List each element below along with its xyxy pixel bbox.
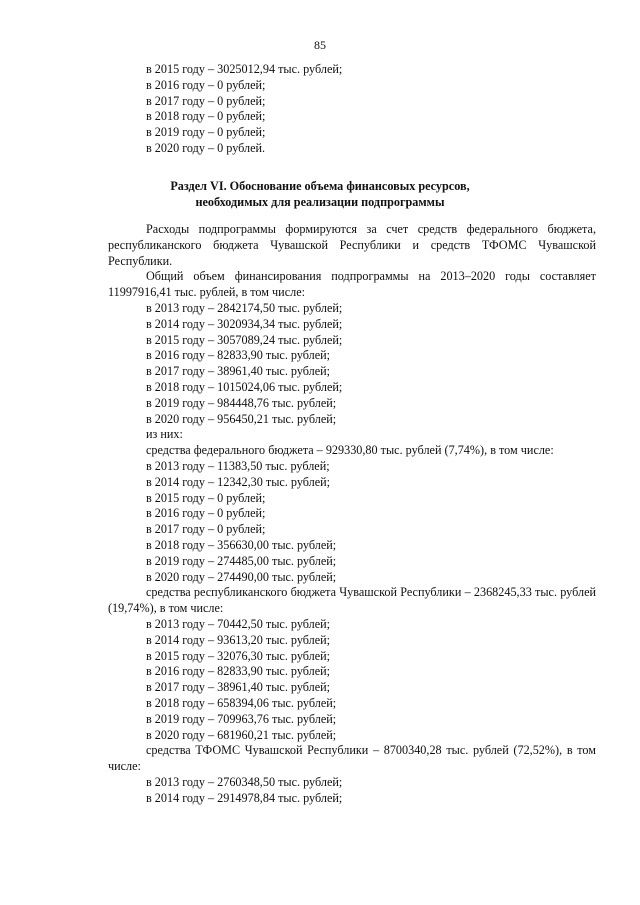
republic-budget-list (0, 617, 640, 743)
total-funding-list (0, 301, 640, 427)
list-item: в 2014 году – 12342,30 тыс. рублей; (146, 474, 331, 489)
list-item: в 2015 году – 3057089,24 тыс. рублей; (146, 332, 343, 347)
section-heading (0, 178, 640, 210)
section-body (0, 222, 640, 806)
list-item: в 2018 году – 658394,06 тыс. рублей; (146, 695, 337, 710)
list-item: в 2015 году – 0 рублей; (146, 490, 266, 505)
tfoms-funding-list (0, 775, 640, 807)
intro-paragraph: Расходы подпрограммы формируются за счет средств федерального бюджета, республиканского бюджета Чувашской Республики и средств ТФОМС Чувашской Республики. (108, 222, 596, 268)
list-item: в 2017 году – 0 рублей; (146, 93, 266, 108)
total-funding-paragraph: Общий объем финансирования подпрограммы на 2013–2020 годы составляет 11997916,41 тыс. рублей, в том числе: (108, 269, 596, 300)
list-item: в 2016 году – 82833,90 тыс. рублей; (146, 348, 331, 363)
list-item: в 2020 году – 274490,00 тыс. рублей; (146, 569, 337, 584)
list-item: в 2018 году – 1015024,06 тыс. рублей; (146, 379, 343, 394)
list-item: в 2015 году – 32076,30 тыс. рублей; (146, 648, 331, 663)
list-item: в 2019 году – 0 рублей; (146, 125, 266, 140)
list-item: в 2013 году – 70442,50 тыс. рублей; (146, 616, 331, 631)
of-them-label: из них: (146, 427, 183, 442)
list-item: в 2017 году – 38961,40 тыс. рублей; (146, 680, 331, 695)
list-item: в 2016 году – 82833,90 тыс. рублей; (146, 664, 331, 679)
list-item: в 2018 году – 356630,00 тыс. рублей; (146, 537, 337, 552)
list-item: в 2017 году – 0 рублей; (146, 522, 266, 537)
section-heading-line-2: необходимых для реализации подпрограммы (195, 195, 445, 209)
federal-budget-paragraph: средства федерального бюджета – 929330,80 тыс. рублей (7,74%), в том числе: (146, 443, 554, 458)
federal-budget-list (0, 459, 640, 585)
list-item: в 2020 году – 681960,21 тыс. рублей; (146, 727, 337, 742)
section-heading-line-1: Раздел VI. Обоснование объема финансовых ресурсов, (170, 179, 470, 193)
list-item: в 2013 году – 11383,50 тыс. рублей; (146, 458, 330, 473)
list-item: в 2013 году – 2842174,50 тыс. рублей; (146, 300, 343, 315)
page-number: 85 (314, 38, 326, 52)
list-item: в 2020 году – 0 рублей. (146, 140, 266, 155)
list-item: в 2015 году – 3025012,94 тыс. рублей; (146, 62, 343, 76)
republic-budget-paragraph: средства республиканского бюджета Чувашской Республики – 2368245,33 тыс. рублей (19,74%), в том числе: (108, 585, 596, 616)
list-item: в 2017 году – 38961,40 тыс. рублей; (146, 364, 331, 379)
top-funding-list (0, 62, 640, 157)
list-item: в 2014 году – 93613,20 тыс. рублей; (146, 632, 331, 647)
list-item: в 2018 году – 0 рублей; (146, 109, 266, 124)
list-item: в 2020 году – 956450,21 тыс. рублей; (146, 411, 337, 426)
list-item: в 2019 году – 984448,76 тыс. рублей; (146, 395, 337, 410)
list-item: в 2013 году – 2760348,50 тыс. рублей; (146, 774, 343, 789)
list-item: в 2016 году – 0 рублей; (146, 506, 266, 521)
list-item: в 2019 году – 274485,00 тыс. рублей; (146, 553, 337, 568)
tfoms-funding-paragraph: средства ТФОМС Чувашской Республики – 8700340,28 тыс. рублей (72,52%), в том числе: (108, 743, 596, 774)
list-item: в 2019 году – 709963,76 тыс. рублей; (146, 711, 337, 726)
list-item: в 2014 году – 2914978,84 тыс. рублей; (146, 790, 343, 805)
list-item: в 2016 году – 0 рублей; (146, 77, 266, 92)
list-item: в 2014 году – 3020934,34 тыс. рублей; (146, 316, 343, 331)
